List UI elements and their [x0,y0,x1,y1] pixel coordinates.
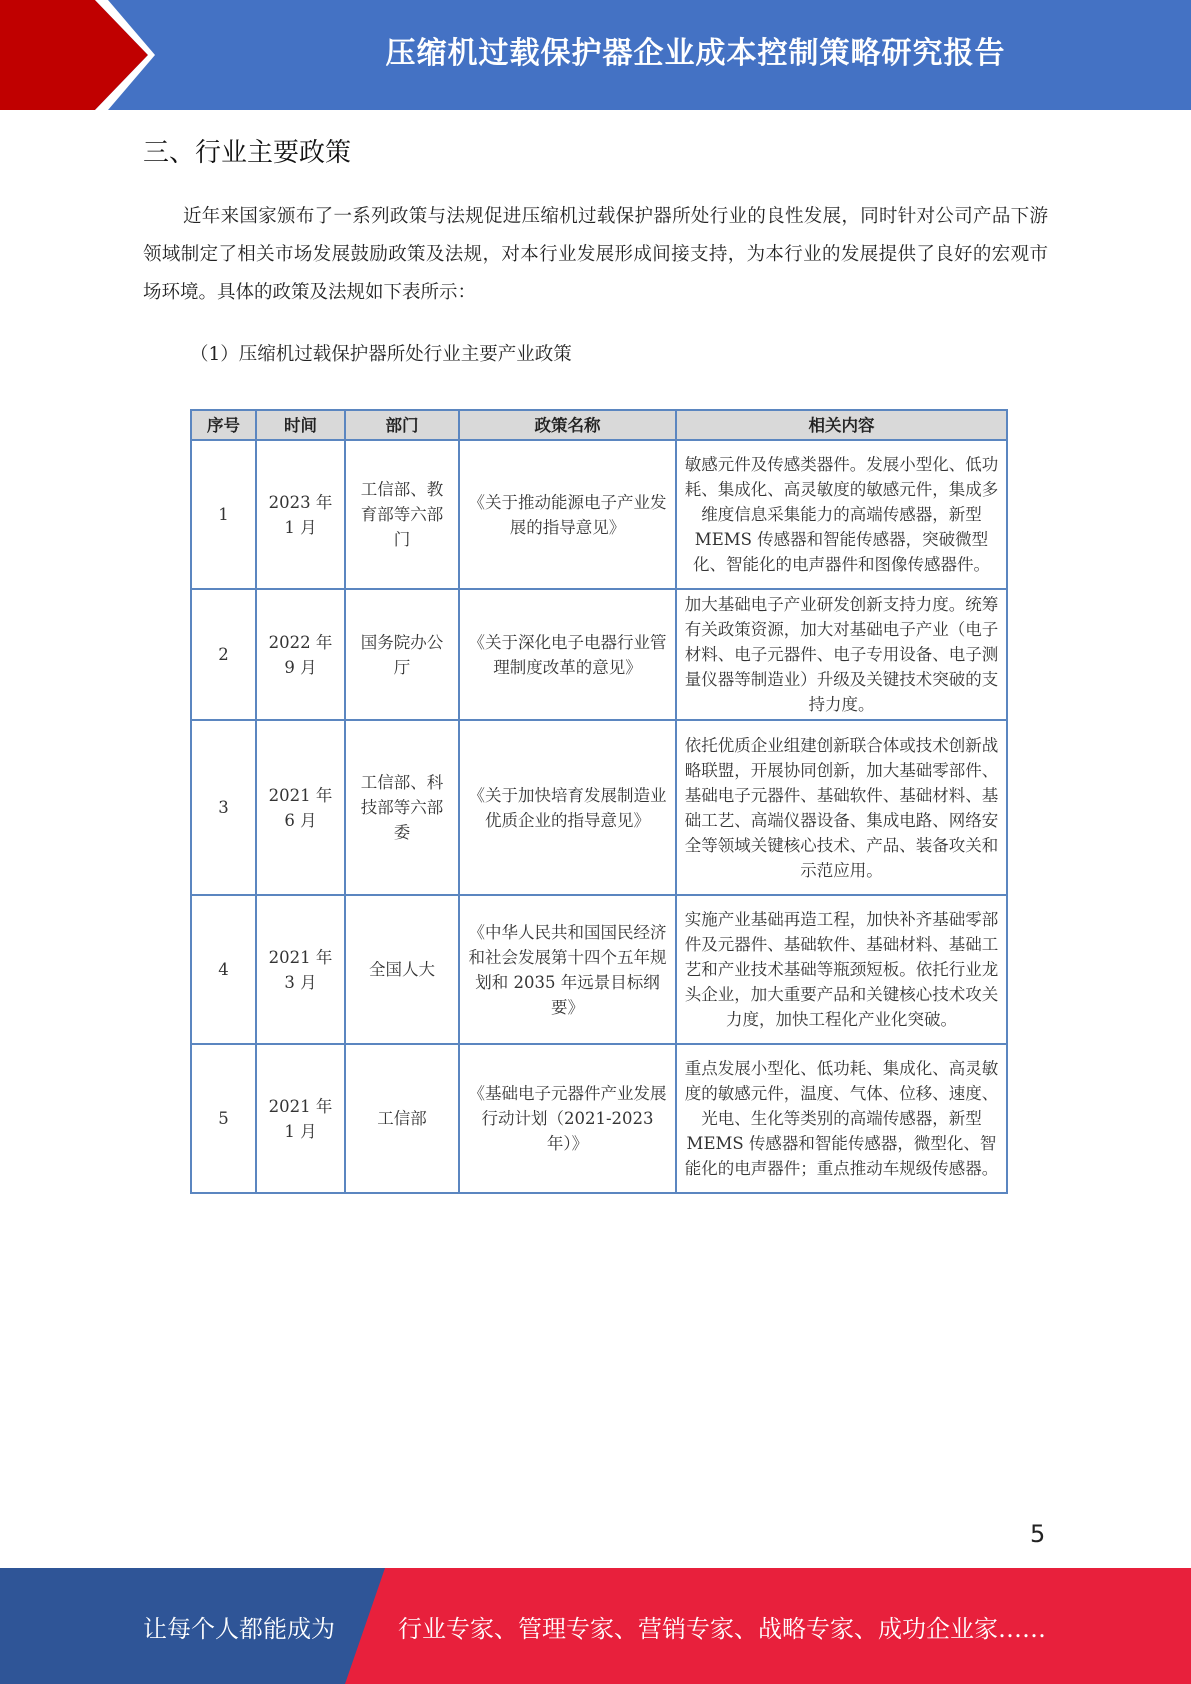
cell-time: 2021 年 3 月 [256,895,345,1044]
section-heading: 三、行业主要政策 [143,138,352,168]
table-row [191,720,1007,895]
header-dept: 部门 [345,410,459,440]
header-no: 序号 [191,410,256,440]
cell-policy-name: 《关于加快培育发展制造业优质企业的指导意见》 [459,720,676,895]
policy-table [190,409,1008,1194]
cell-no: 5 [191,1044,256,1193]
table-caption: （1）压缩机过载保护器所处行业主要产业政策 [190,344,572,365]
cell-dept: 工信部 [345,1044,459,1193]
header-policy-name: 政策名称 [459,410,676,440]
table-row [191,589,1007,720]
cell-time: 2023 年 1 月 [256,440,345,589]
cell-content: 重点发展小型化、低功耗、集成化、高灵敏度的敏感元件，温度、气体、位移、速度、光电、生化等类别的高端传感器，新型 MEMS 传感器和智能传感器，微型化、智能化的电声器件；重点推动车规级传感器。 [676,1044,1007,1193]
table-row [191,440,1007,589]
footer-slogan-right: 行业专家、管理专家、营销专家、战略专家、成功企业家…… [398,1614,1046,1643]
table-row [191,1044,1007,1193]
cell-policy-name: 《关于推动能源电子产业发展的指导意见》 [459,440,676,589]
page-header [0,0,1191,110]
cell-dept: 国务院办公厅 [345,589,459,720]
cell-content: 实施产业基础再造工程，加快补齐基础零部件及元器件、基础软件、基础材料、基础工艺和产业技术基础等瓶颈短板。依托行业龙头企业，加大重要产品和关键核心技术攻关力度，加快工程化产业化突破。 [676,895,1007,1044]
cell-content: 敏感元件及传感类器件。发展小型化、低功耗、集成化、高灵敏度的敏感元件，集成多维度信息采集能力的高端传感器，新型 MEMS 传感器和智能传感器，突破微型化、智能化的电声器件和图像传感器件。 [676,440,1007,589]
cell-dept: 工信部、教育部等六部门 [345,440,459,589]
cell-time: 2021 年 1 月 [256,1044,345,1193]
table-row [191,895,1007,1044]
header-time: 时间 [256,410,345,440]
cell-no: 4 [191,895,256,1044]
cell-no: 3 [191,720,256,895]
cell-no: 1 [191,440,256,589]
cell-time: 2022 年 9 月 [256,589,345,720]
page-footer [0,1568,1191,1684]
table-header-row [191,410,1007,440]
intro-paragraph: 近年来国家颁布了一系列政策与法规促进压缩机过载保护器所处行业的良性发展，同时针对公司产品下游领域制定了相关市场发展鼓励政策及法规，对本行业发展形成间接支持，为本行业的发展提供了良好的宏观市场环境。具体的政策及法规如下表所示： [143,206,1048,303]
cell-dept: 工信部、科技部等六部委 [345,720,459,895]
cell-content: 依托优质企业组建创新联合体或技术创新战略联盟，开展协同创新，加大基础零部件、基础电子元器件、基础软件、基础材料、基础工艺、高端仪器设备、集成电路、网络安全等领域关键核心技术、产品、装备攻关和示范应用。 [676,720,1007,895]
cell-policy-name: 《中华人民共和国国民经济和社会发展第十四个五年规划和 2035 年远景目标纲要》 [459,895,676,1044]
page-number: 5 [1030,1520,1046,1548]
cell-no: 2 [191,589,256,720]
header-content: 相关内容 [676,410,1007,440]
report-title: 压缩机过载保护器企业成本控制策略研究报告 [385,36,1006,71]
cell-dept: 全国人大 [345,895,459,1044]
cell-content: 加大基础电子产业研发创新支持力度。统筹有关政策资源，加大对基础电子产业（电子材料、电子元器件、电子专用设备、电子测量仪器等制造业）升级及关键技术突破的支持力度。 [676,589,1007,720]
cell-time: 2021 年 6 月 [256,720,345,895]
cell-policy-name: 《关于深化电子电器行业管理制度改革的意见》 [459,589,676,720]
cell-policy-name: 《基础电子元器件产业发展行动计划（2021-2023 年）》 [459,1044,676,1193]
footer-slogan-left: 让每个人都能成为 [143,1614,335,1643]
